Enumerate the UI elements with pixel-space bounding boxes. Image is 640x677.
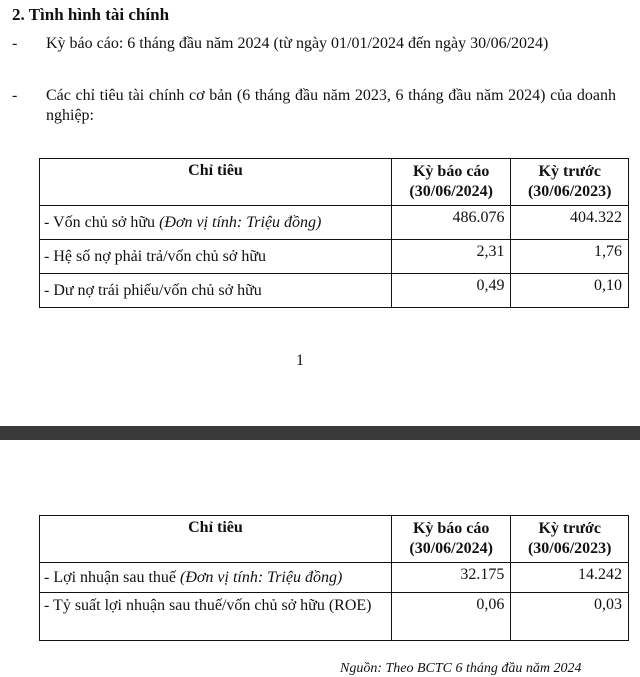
row-label: - Dư nợ trái phiếu/vốn chủ sở hữu — [40, 274, 392, 308]
row-previous-value: 0,03 — [511, 593, 629, 641]
table-row — [40, 563, 629, 593]
header-previous-title: Kỳ trước — [538, 520, 601, 537]
row-label-text: - Vốn chủ sở hữu — [44, 213, 160, 231]
row-previous-value: 1,76 — [511, 240, 629, 274]
table-row — [40, 240, 629, 274]
row-label — [40, 206, 392, 240]
bullet-text: Các chỉ tiêu tài chính cơ bản (6 tháng đầu năm 2023, 6 tháng đầu năm 2024) của doanh nghiệp: — [46, 87, 616, 124]
financial-table-1 — [39, 158, 629, 308]
row-current-value: 486.076 — [391, 206, 510, 240]
row-current-value: 32.175 — [391, 563, 511, 593]
header-current-period — [391, 516, 511, 563]
section-heading: 2. Tình hình tài chính — [12, 5, 170, 24]
table-header-row — [40, 159, 629, 206]
page-number: 1 — [296, 352, 304, 369]
table-row — [40, 593, 629, 641]
bullet-financial-indicators — [12, 86, 616, 126]
row-current-value: 2,31 — [391, 240, 510, 274]
financial-table-2 — [39, 515, 629, 641]
bullet-dash: - — [12, 87, 18, 104]
header-current-date: (30/06/2024) — [409, 540, 493, 557]
bullet-dash: - — [12, 35, 18, 52]
table-row — [40, 206, 629, 240]
bullet-reporting-period — [12, 34, 616, 54]
header-previous-period — [511, 159, 629, 206]
row-label: - Tỷ suất lợi nhuận sau thuế/vốn chủ sở hữu (ROE) — [40, 593, 392, 641]
row-label — [40, 563, 392, 593]
table-row — [40, 274, 629, 308]
header-indicator: Chỉ tiêu — [40, 516, 392, 563]
row-label-text: - Lợi nhuận sau thuế — [44, 568, 180, 586]
header-current-title: Kỳ báo cáo — [412, 520, 490, 537]
row-previous-value: 0,10 — [511, 274, 629, 308]
header-previous-date: (30/06/2023) — [527, 183, 612, 200]
page-separator — [0, 426, 640, 440]
document-page-2 — [0, 440, 640, 676]
row-label-unit-note: (Đơn vị tính: Triệu đồng) — [179, 568, 343, 586]
header-previous-title: Kỳ trước — [538, 163, 601, 180]
row-current-value: 0,06 — [391, 593, 511, 641]
source-footnote: Nguồn: Theo BCTC 6 tháng đầu năm 2024 — [340, 661, 582, 676]
header-previous-date: (30/06/2023) — [527, 540, 612, 557]
header-current-period — [391, 159, 510, 206]
row-label-unit-note: (Đơn vị tính: Triệu đồng) — [159, 213, 322, 231]
table-header-row — [40, 516, 629, 563]
row-previous-value: 404.322 — [511, 206, 629, 240]
header-indicator: Chỉ tiêu — [40, 159, 392, 206]
header-current-title: Kỳ báo cáo — [412, 163, 490, 180]
row-previous-value: 14.242 — [511, 563, 629, 593]
row-current-value: 0,49 — [391, 274, 510, 308]
row-label: - Hệ số nợ phải trả/vốn chủ sở hữu — [40, 240, 392, 274]
header-current-date: (30/06/2024) — [409, 183, 493, 200]
bullet-text: Kỳ báo cáo: 6 tháng đầu năm 2024 (từ ngày 01/01/2024 đến ngày 30/06/2024) — [46, 35, 549, 52]
header-previous-period — [511, 516, 629, 563]
